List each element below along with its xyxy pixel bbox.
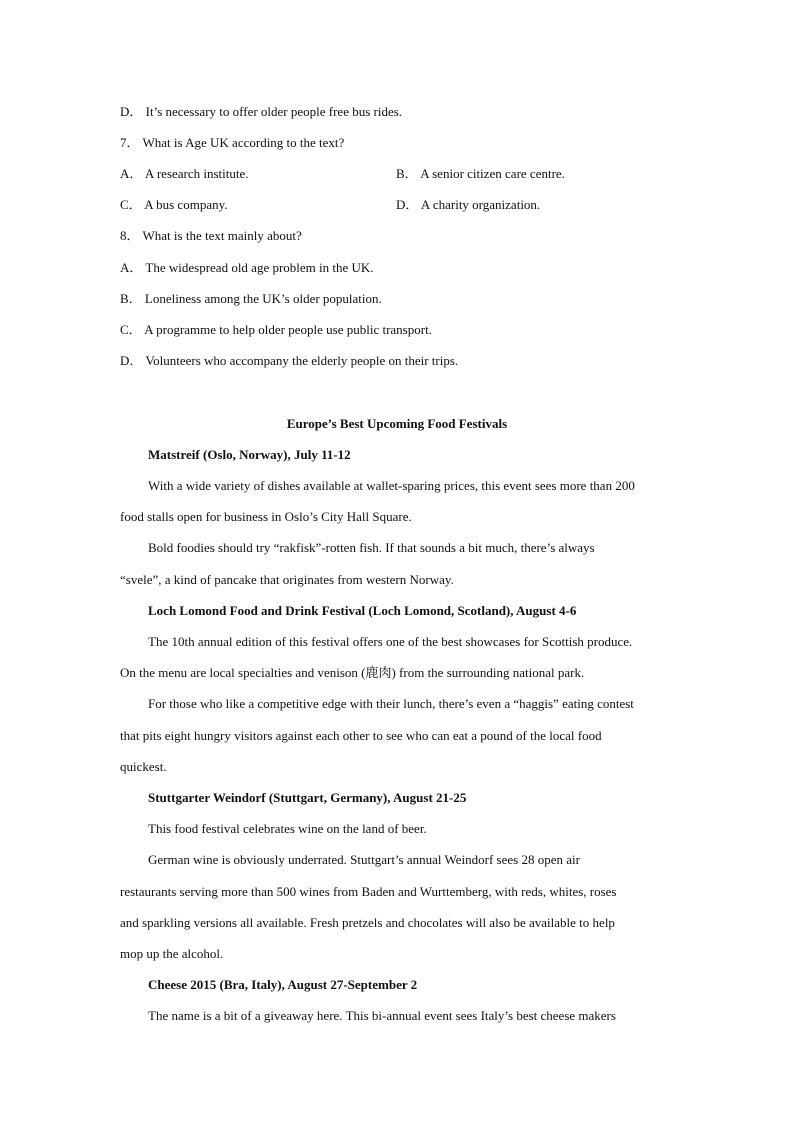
paragraph-line: For those who like a competitive edge with their lunch, there’s even a “haggis” eating contest xyxy=(148,696,634,711)
paragraph-line: quickest. xyxy=(120,759,167,774)
festival-heading-matstreif: Matstreif (Oslo, Norway), July 11-12 xyxy=(148,447,351,462)
paragraph-line: that pits eight hungry visitors against each other to see who can eat a pound of the local food xyxy=(120,728,602,743)
q8-option-a: A． The widespread old age problem in the UK. xyxy=(120,260,374,275)
paragraph-line: With a wide variety of dishes available at wallet-sparing prices, this event sees more than 200 xyxy=(148,478,635,493)
paragraph-line: The name is a bit of a giveaway here. This bi-annual event sees Italy’s best cheese makers xyxy=(148,1008,616,1023)
paragraph-line: German wine is obviously underrated. Stuttgart’s annual Weindorf sees 28 open air xyxy=(148,852,580,867)
paragraph-line: food stalls open for business in Oslo’s City Hall Square. xyxy=(120,509,412,524)
q8-stem: 8． What is the text mainly about? xyxy=(120,228,302,243)
paragraph-line: mop up the alcohol. xyxy=(120,946,224,961)
q7-option-c: C． A bus company. xyxy=(120,197,228,212)
q8-option-d: D． Volunteers who accompany the elderly people on their trips. xyxy=(120,353,459,368)
festival-heading-loch-lomond: Loch Lomond Food and Drink Festival (Loch Lomond, Scotland), August 4-6 xyxy=(148,603,577,618)
q8-option-b: B． Loneliness among the UK’s older population. xyxy=(120,291,382,306)
q8-option-c: C． A programme to help older people use public transport. xyxy=(120,322,432,337)
article-title: Europe’s Best Upcoming Food Festivals xyxy=(286,416,508,431)
paragraph-line: “svele”, a kind of pancake that originates from western Norway. xyxy=(120,572,454,587)
paragraph-line: Bold foodies should try “rakfisk”-rotten fish. If that sounds a bit much, there’s always xyxy=(148,540,595,555)
q7-option-d: D． A charity organization. xyxy=(396,197,541,212)
festival-heading-stuttgarter-weindorf: Stuttgarter Weindorf (Stuttgart, Germany), August 21-25 xyxy=(148,790,467,805)
q7-option-b: B． A senior citizen care centre. xyxy=(396,166,565,181)
paragraph-line: This food festival celebrates wine on the land of beer. xyxy=(148,821,427,836)
paragraph-line: and sparkling versions all available. Fresh pretzels and chocolates will also be available to help xyxy=(120,915,615,930)
q7-option-a: A． A research institute. xyxy=(120,166,249,181)
paragraph-line: On the menu are local specialties and venison (鹿肉) from the surrounding national park. xyxy=(120,665,585,680)
q7-stem: 7． What is Age UK according to the text? xyxy=(120,135,345,150)
paragraph-line: restaurants serving more than 500 wines from Baden and Wurttemberg, with reds, whites, roses xyxy=(120,884,617,899)
paragraph-line: The 10th annual edition of this festival offers one of the best showcases for Scottish produce. xyxy=(148,634,633,649)
q6-option-d: D． It’s necessary to offer older people free bus rides. xyxy=(120,104,403,119)
festival-heading-cheese-2015: Cheese 2015 (Bra, Italy), August 27-September 2 xyxy=(148,977,418,992)
